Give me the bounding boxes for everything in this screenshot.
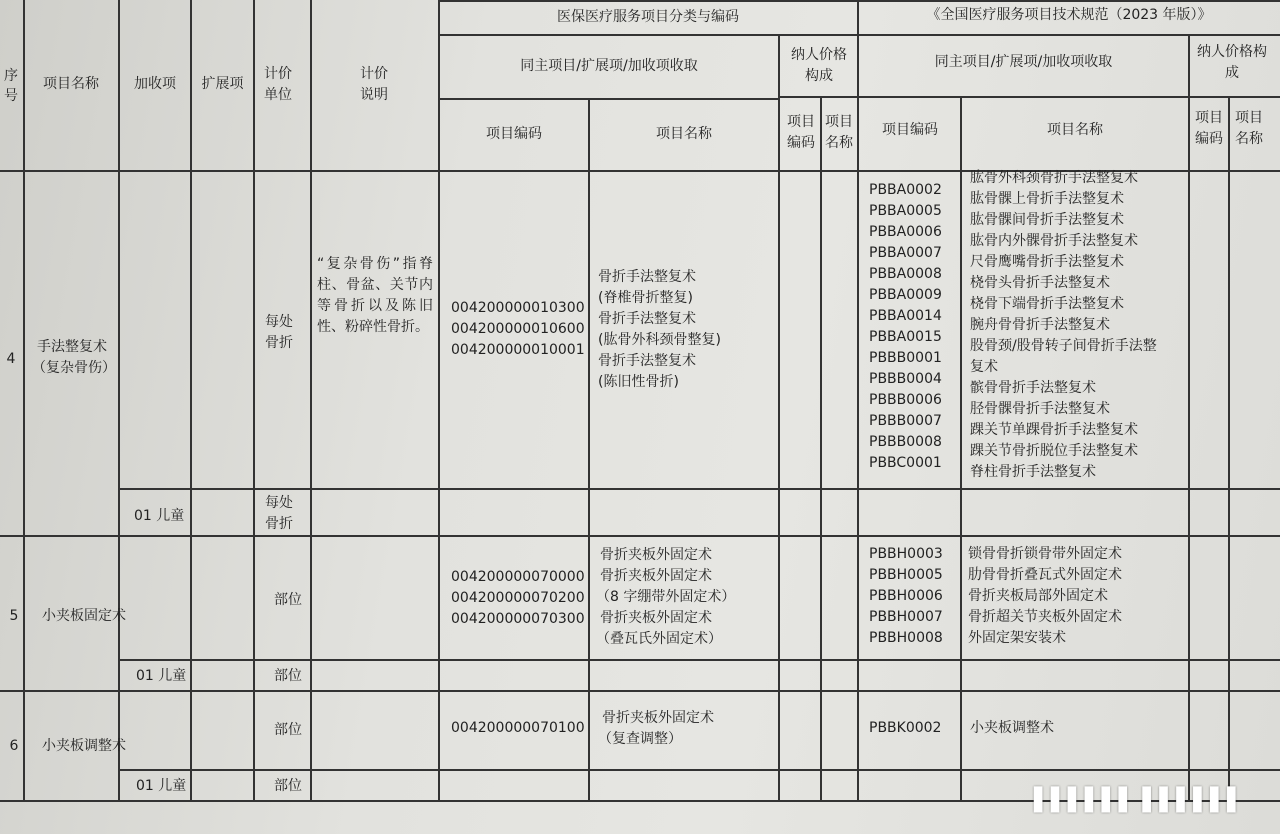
row5-ins-name-2: 骨折夹板外固定术: [600, 568, 712, 584]
col-line-1: [23, 0, 25, 800]
nat-name: 肱骨髁间骨折手法整复术: [970, 212, 1124, 228]
nat-code: PBBH0008: [869, 630, 943, 646]
header-same-main-ins: 同主项目/扩展项/加收项收取: [520, 58, 698, 74]
nat-code: PBBB0004: [869, 371, 942, 387]
nat-code: PBBA0009: [869, 287, 942, 303]
rule-row4-child: [118, 488, 1280, 490]
row4-child-label: 01 儿童: [134, 508, 185, 524]
col-line-7: [588, 98, 590, 800]
nat-name: 腕舟骨骨折手法整复术: [970, 317, 1110, 333]
nat-name: 骨折夹板局部外固定术: [968, 588, 1108, 604]
col-line-4: [253, 0, 255, 800]
nat-name: 尺骨鹰嘴骨折手法整复术: [970, 254, 1124, 270]
header-code-ins: 项目编码: [486, 126, 542, 142]
row4-ins-name-2: (脊椎骨折整复): [598, 290, 693, 306]
nat-name: 踝关节单踝骨折手法整复术: [970, 422, 1138, 438]
col-line-2: [118, 0, 120, 800]
header-extra: 加收项: [134, 76, 176, 92]
row4-ins-name-5: 骨折手法整复术: [598, 353, 696, 369]
header-price-comp-nat: 纳人价格构成: [1197, 44, 1267, 81]
nat-code: PBBA0007: [869, 245, 942, 261]
nat-name: 肋骨骨折叠瓦式外固定术: [968, 567, 1122, 583]
nat-code: PBBB0007: [869, 413, 942, 429]
header-group-national: 《全国医疗服务项目技术规范（2023 年版）》: [926, 7, 1212, 23]
nat-code: PBBB0001: [869, 350, 942, 366]
header-name-ins: 项目名称: [656, 126, 712, 142]
row6-child-unit: 部位: [274, 778, 302, 794]
nat-code: PBBA0008: [869, 266, 942, 282]
row5-no: 5: [9, 608, 19, 624]
header-name-nat: 项目名称: [1047, 122, 1103, 138]
rule-group-header: [438, 34, 1280, 36]
row4-ins-code-3: 004200000010001: [451, 342, 585, 358]
row4-no: 4: [6, 351, 16, 367]
row6-name: 小夹板调整术: [42, 738, 126, 754]
row4-ins-name-6: (陈旧性骨折): [598, 374, 679, 390]
row4-name: 手法整复术（复杂骨伤）: [32, 339, 116, 376]
header-sub-code-nat: 项目编码: [1195, 110, 1223, 147]
header-seq: 序号: [4, 68, 18, 104]
nat-name: 脊柱骨折手法整复术: [970, 464, 1096, 480]
col-line-5: [310, 0, 312, 800]
row5-ins-code-3: 004200000070300: [451, 611, 585, 627]
row6-child-label: 01 儿童: [136, 778, 187, 794]
nat-name: 桡骨下端骨折手法整复术: [970, 296, 1124, 312]
nat-code: PBBA0002: [869, 182, 942, 198]
row5-ins-code-1: 004200000070000: [451, 569, 585, 585]
header-unit: 计价单位: [264, 66, 292, 103]
header-sub-code-ins: 项目编码: [787, 114, 815, 151]
col-line-10: [857, 0, 859, 800]
header-item-name: 项目名称: [43, 76, 99, 92]
row6-ins-name-2: （复查调整）: [598, 731, 682, 747]
col-line-9: [820, 98, 822, 800]
row5-ins-name-4: 骨折夹板外固定术: [600, 610, 712, 626]
nat-code: PBBB0006: [869, 392, 942, 408]
rule-top: [438, 0, 1280, 2]
rule-row5-child: [118, 659, 1280, 661]
nat-code: PBBH0003: [869, 546, 943, 562]
row5-ins-name-1: 骨折夹板外固定术: [600, 547, 712, 563]
col-line-13: [1228, 96, 1230, 800]
row5-name: 小夹板固定术: [42, 608, 126, 624]
row6-nat-name-1: 小夹板调整术: [970, 720, 1054, 736]
nat-code: PBBB0008: [869, 434, 942, 450]
nat-name: 复术: [970, 359, 998, 375]
col-line-3: [190, 0, 192, 800]
nat-name: 骨折超关节夹板外固定术: [968, 609, 1122, 625]
row6-ins-name-1: 骨折夹板外固定术: [602, 710, 714, 726]
row5-child-unit: 部位: [274, 668, 302, 684]
nat-code: PBBA0005: [869, 203, 942, 219]
row4-unit: 每处骨折: [265, 314, 293, 351]
header-sub-name-nat: 项目名称: [1235, 110, 1263, 147]
nat-name: 肱骨外科颈骨折手法整复术: [970, 170, 1138, 186]
rule-row6-top: [0, 690, 1280, 692]
col-line-8: [778, 34, 780, 800]
row6-unit: 部位: [274, 722, 302, 738]
nat-name: 肱骨内外髁骨折手法整复术: [970, 233, 1138, 249]
rule-subheader: [438, 98, 778, 100]
nat-code: PBBH0005: [869, 567, 943, 583]
row4-ins-name-3: 骨折手法整复术: [598, 311, 696, 327]
nat-name: 踝关节骨折脱位手法整复术: [970, 443, 1138, 459]
nat-name: 髌骨骨折手法整复术: [970, 380, 1096, 396]
header-sub-name-ins: 项目名称: [825, 114, 853, 151]
row5-unit: 部位: [274, 592, 302, 608]
row6-nat-code-1: PBBK0002: [869, 720, 942, 736]
header-price-comp-ins: 纳人价格构成: [791, 47, 847, 84]
nat-code: PBBH0006: [869, 588, 943, 604]
row4-nat-codes: [869, 180, 942, 474]
rule-subheader2: [778, 96, 1280, 98]
row5-ins-code-2: 004200000070200: [451, 590, 585, 606]
row4-ins-name-1: 骨折手法整复术: [598, 269, 696, 285]
nat-name: 肱骨髁上骨折手法整复术: [970, 191, 1124, 207]
col-line-11: [960, 96, 962, 800]
header-code-nat: 项目编码: [882, 122, 938, 138]
nat-name: 股骨颈/股骨转子间骨折手法整: [970, 338, 1157, 354]
nat-code: PBBC0001: [869, 455, 942, 471]
row4-ins-name-4: (肱骨外科颈骨整复): [598, 332, 721, 348]
header-desc: 计价说明: [360, 66, 388, 103]
row4-child-unit: 每处骨折: [265, 495, 293, 532]
header-same-main-nat: 同主项目/扩展项/加收项收取: [934, 54, 1113, 70]
nat-name: 外固定架安装术: [968, 630, 1066, 646]
row4-desc: “复杂骨伤”指脊柱、骨盆、关节内等骨折以及陈旧性、粉碎性骨折。: [317, 256, 433, 335]
nat-code: PBBA0014: [869, 308, 942, 324]
col-line-6: [438, 0, 440, 800]
nat-name: 桡骨头骨折手法整复术: [970, 275, 1110, 291]
row5-ins-name-5: （叠瓦氏外固定术）: [596, 631, 722, 647]
row4-ins-code-1: 004200000010300: [451, 300, 585, 316]
row5-nat-codes: [869, 544, 943, 649]
header-group-insurance: 医保医疗服务项目分类与编码: [557, 9, 739, 25]
nat-code: PBBA0006: [869, 224, 942, 240]
row5-nat-names: [968, 544, 1122, 649]
row5-ins-name-3: （8 字绷带外固定术）: [596, 589, 736, 605]
nat-code: PBBH0007: [869, 609, 943, 625]
row6-ins-code-1: 004200000070100: [451, 720, 585, 736]
rule-row5-top: [0, 535, 1280, 537]
row5-child-label: 01 儿童: [136, 668, 187, 684]
nat-name: 胫骨髁骨折手法整复术: [970, 401, 1110, 417]
nat-code: PBBA0015: [869, 329, 942, 345]
watermark: ▌▌▌▌▌▌ ▌▌▌▌▌▌: [1033, 788, 1244, 813]
header-ext: 扩展项: [201, 76, 244, 92]
row6-no: 6: [9, 738, 19, 754]
nat-name: 锁骨骨折锁骨带外固定术: [968, 546, 1122, 562]
row4-nat-names: [970, 168, 1157, 483]
row4-ins-code-2: 004200000010600: [451, 321, 585, 337]
col-line-12: [1188, 34, 1190, 800]
rule-row6-child: [118, 769, 1280, 771]
